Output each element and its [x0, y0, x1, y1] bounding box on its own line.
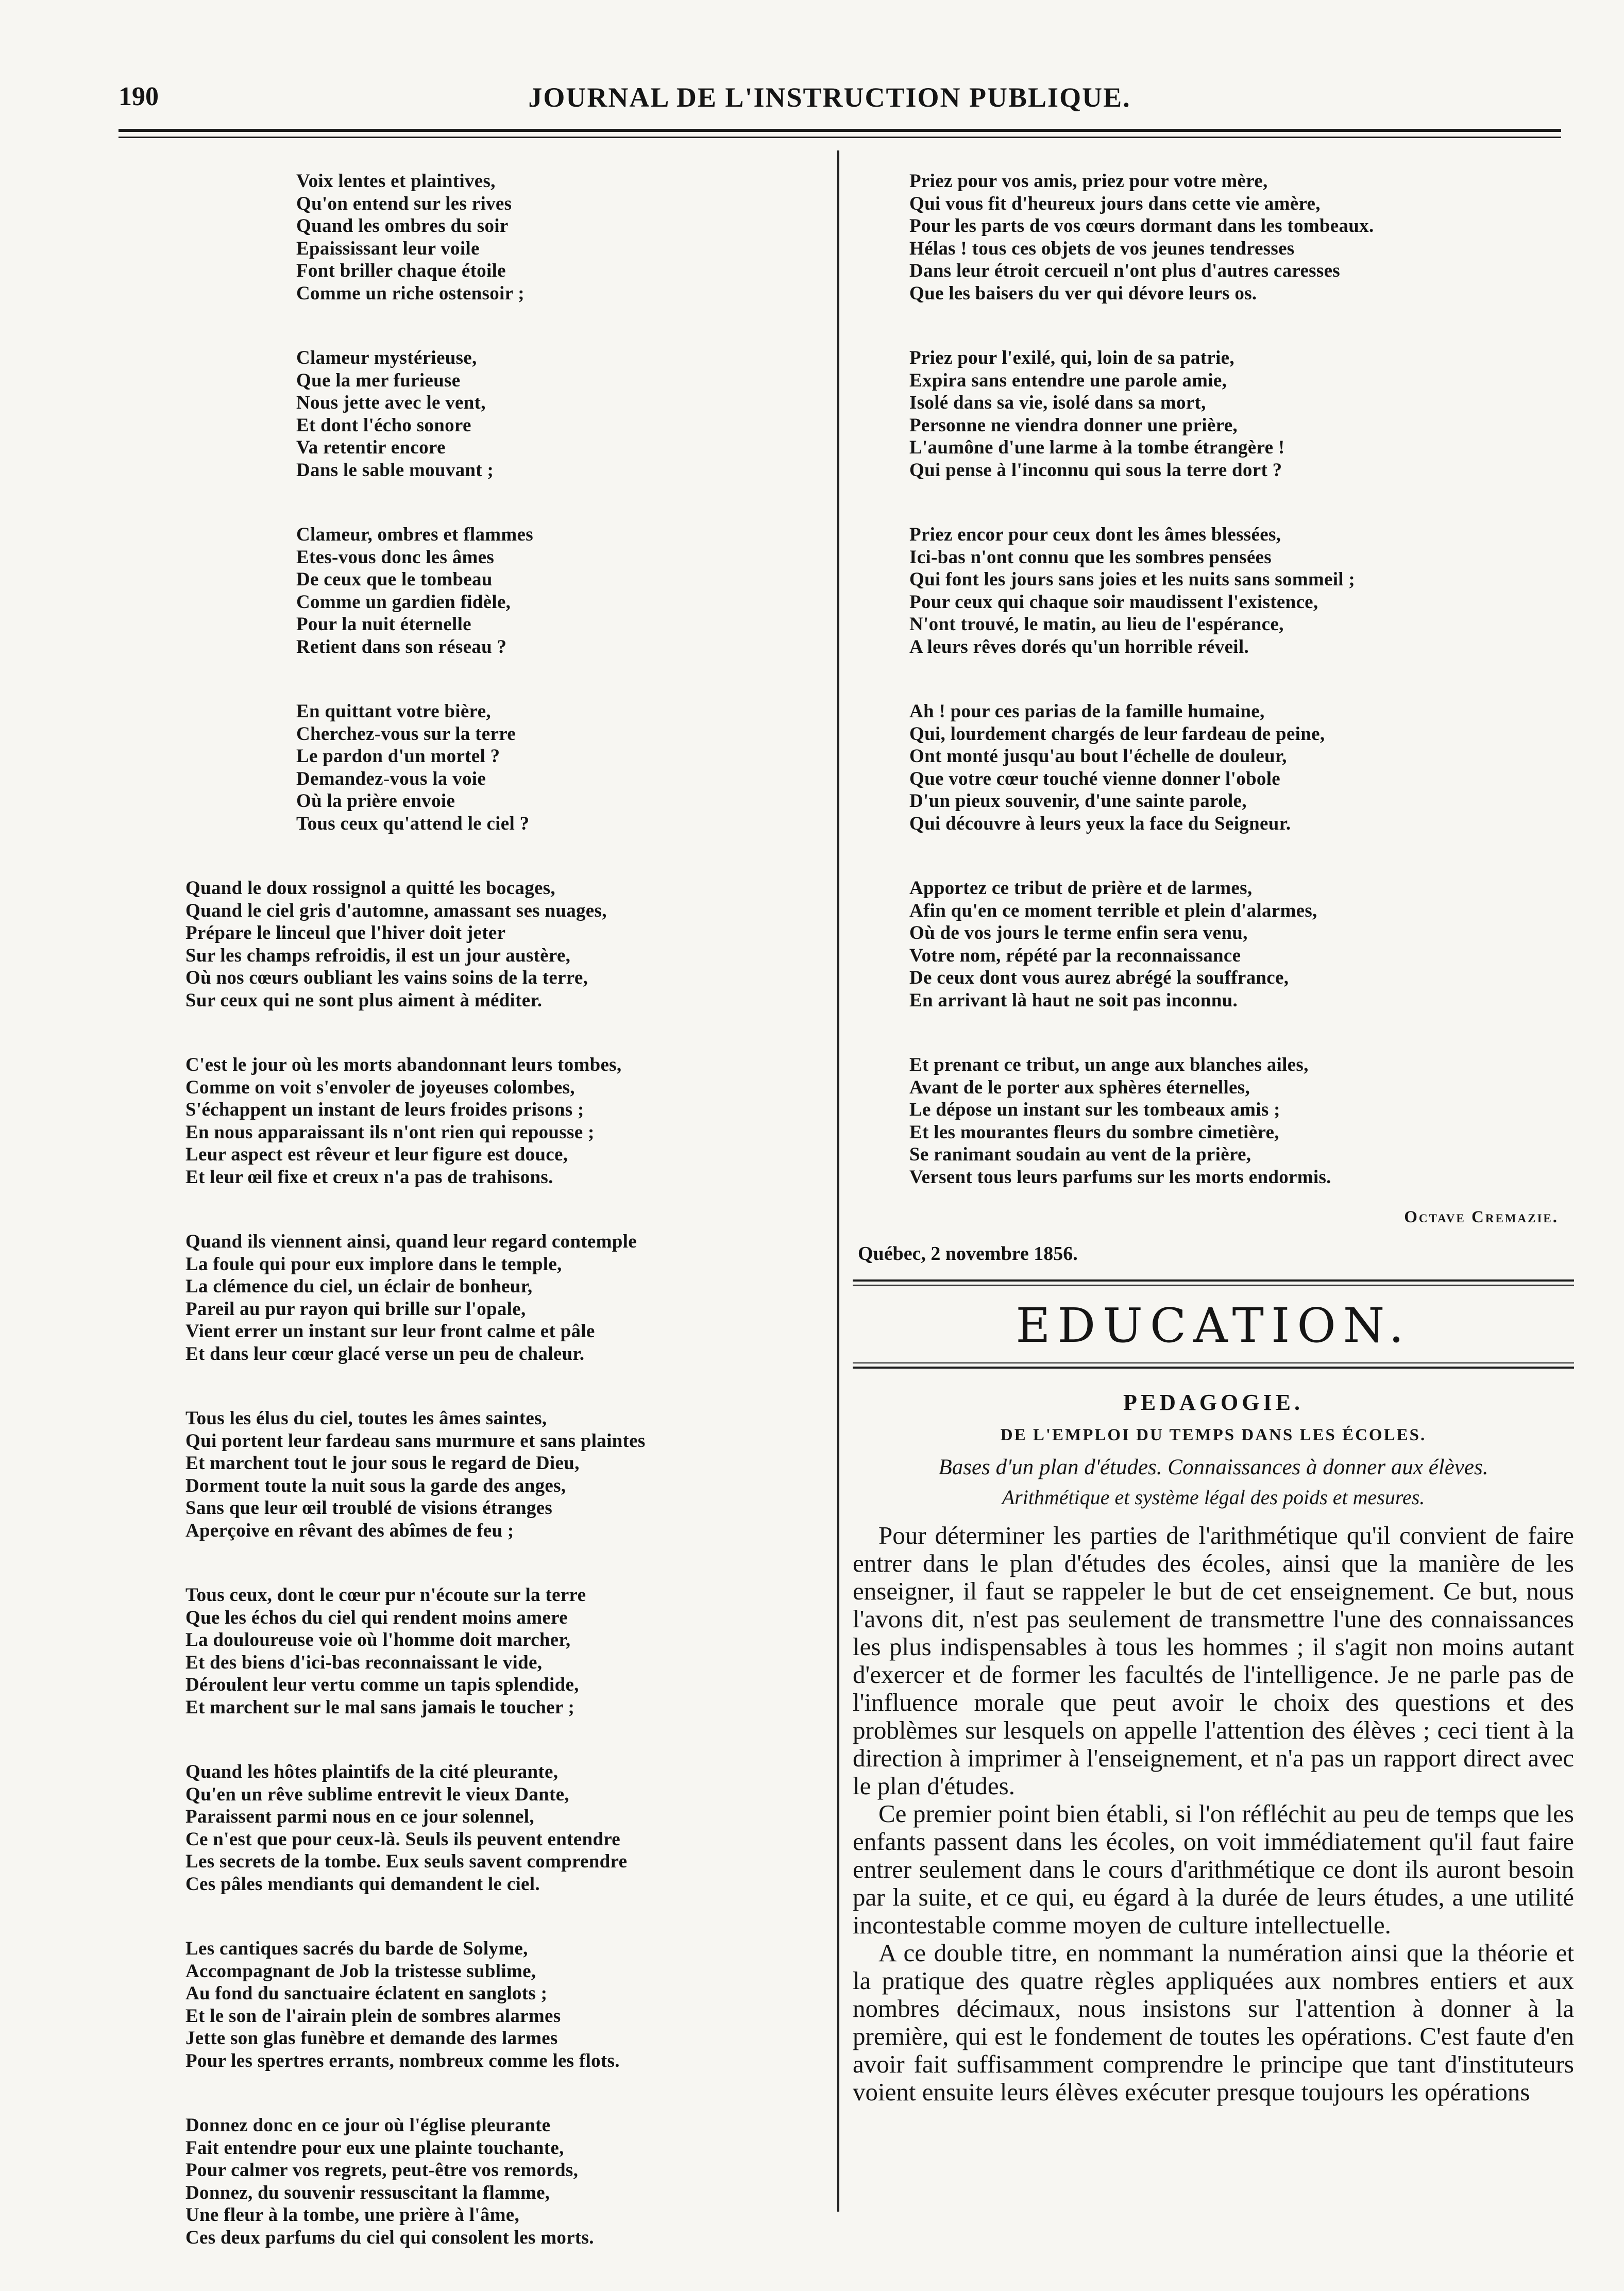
poem-line: Ici-bas n'ont connu que les sombres pensées [909, 546, 1272, 568]
poem-line: Vient errer un instant sur leur front calme et pâle [185, 1321, 595, 1342]
poem-line: N'ont trouvé, le matin, au lieu de l'espérance, [909, 614, 1284, 635]
poem-line: De ceux dont vous aurez abrégé la souffrance, [909, 967, 1289, 988]
poem-line: Que votre cœur touché vienne donner l'obole [909, 768, 1281, 789]
article-heading: DE L'EMPLOI DU TEMPS DANS LES ÉCOLES. [1000, 1426, 1427, 1444]
poem-line: Voix lentes et plaintives, [296, 171, 496, 192]
poem-line: Et des biens d'ici-bas reconnaissant le vide, [185, 1652, 543, 1673]
poem-line: Quand les ombres du soir [296, 215, 509, 237]
poem-line: Où nos cœurs oubliant les vains soins de la terre, [185, 967, 588, 988]
poem-line: Votre nom, répété par la reconnaissance [909, 945, 1241, 966]
header-rule-bottom [119, 137, 1561, 138]
poem-line: Ces pâles mendiants qui demandent le ciel. [185, 1873, 540, 1895]
poem-line: Versent tous leurs parfums sur les morts endormis. [909, 1166, 1331, 1188]
poem-line: Qui font les jours sans joies et les nuits sans sommeil ; [909, 569, 1356, 590]
running-head: JOURNAL DE L'INSTRUCTION PUBLIQUE. [528, 82, 1131, 113]
poem-line: Cherchez-vous sur la terre [296, 723, 516, 745]
page-number: 190 [119, 82, 159, 111]
article-paragraph: Ce premier point bien établi, si l'on réfléchit au peu de temps que les enfants passent dans les écoles, on voit immédiatement qu'il faut faire entrer seulement dans le cours d'arithmétique ce dont ils auront besoin par la suite, et ce qui, eu égard à la durée de leurs études, a une utilité incontestable comme moyen de culture intellectuelle. [853, 1799, 1574, 1939]
poem-line: Comme un riche ostensoir ; [296, 282, 525, 304]
poem-line: Isolé dans sa vie, isolé dans sa mort, [909, 392, 1206, 413]
poem-line: Et dans leur cœur glacé verse un peu de chaleur. [185, 1343, 585, 1365]
poem-line: Jette son glas funèbre et demande des larmes [185, 2028, 558, 2049]
italic-heading-2: Arithmétique et système légal des poids et mesures. [1002, 1486, 1425, 1509]
poem-line: Aperçoive en rêvant des abîmes de feu ; [185, 1520, 514, 1541]
poem-line: Que les échos du ciel qui rendent moins amere [185, 1607, 568, 1628]
stanza [909, 877, 1574, 1012]
poem-line: Leur aspect est rêveur et leur figure est douce, [185, 1144, 568, 1165]
poem-line: Et leur œil fixe et creux n'a pas de trahisons. [185, 1166, 553, 1188]
poem-line: Priez pour vos amis, priez pour votre mère, [909, 171, 1268, 192]
poem-line: Expira sans entendre une parole amie, [909, 369, 1227, 391]
poem-line: Les secrets de la tombe. Eux seuls savent comprendre [185, 1851, 628, 1872]
poem-line: Tous ceux qu'attend le ciel ? [296, 813, 530, 834]
poem-line: Clameur, ombres et flammes [296, 524, 533, 545]
poem-line: Où de vos jours le terme enfin sera venu, [909, 922, 1248, 944]
poem-dateline: Québec, 2 novembre 1856. [858, 1243, 1078, 1265]
poem-line: Et dont l'écho sonore [296, 414, 471, 436]
poem-line: Font briller chaque étoile [296, 260, 506, 281]
poem-line: Quand le ciel gris d'automne, amassant ses nuages, [185, 900, 607, 921]
stanza [296, 700, 793, 835]
poem-line: La clémence du ciel, un éclair de bonheur, [185, 1276, 533, 1297]
column-divider [837, 150, 839, 2212]
stanza [185, 1054, 793, 1188]
poem-line: Sans que leur œil troublé de visions étranges [185, 1497, 553, 1519]
poem-line: Les cantiques sacrés du barde de Solyme, [185, 1938, 528, 1959]
poem-line: En nous apparaissant ils n'ont rien qui repousse ; [185, 1121, 595, 1143]
poem-signature: Octave Cremazie. [1404, 1208, 1559, 1226]
stanza [909, 700, 1574, 835]
poem-line: Retient dans son réseau ? [296, 636, 507, 658]
section-title: EDUCATION. [1016, 1298, 1411, 1353]
stanza [909, 170, 1574, 305]
poem-line: Quand les hôtes plaintifs de la cité pleurante, [185, 1761, 559, 1782]
poem-line: Priez pour l'exilé, qui, loin de sa patrie, [909, 347, 1234, 368]
poem-line: Que les baisers du ver qui dévore leurs os. [909, 282, 1257, 304]
right-column [853, 170, 1574, 2106]
article-paragraph: A ce double titre, en nommant la numération ainsi que la théorie et la pratique des quatre règles appliquées aux nombres entiers et aux nombres décimaux, nous insistons sur l'attention à donner à la première, qui est le fondement de toutes les opérations. C'est faute d'en avoir fait suffisamment comprendre le principe que tant d'instituteurs voient ensuite leurs élèves exécuter presque toujours les opérations [853, 1939, 1574, 2106]
left-poem [185, 170, 793, 2249]
poem-line: Qui portent leur fardeau sans murmure et sans plaintes [185, 1430, 646, 1452]
section-rule-top-thin [853, 1285, 1574, 1286]
stanza [909, 347, 1574, 481]
poem-line: S'échappent un instant de leurs froides prisons ; [185, 1099, 584, 1120]
poem-line: Prépare le linceul que l'hiver doit jeter [185, 922, 506, 944]
poem-line: Paraissent parmi nous en ce jour solennel, [185, 1806, 534, 1827]
poem-line: Et prenant ce tribut, un ange aux blanches ailes, [909, 1054, 1309, 1075]
poem-line: Donnez, du souvenir ressuscitant la flamme, [185, 2182, 550, 2203]
poem-line: Tous ceux, dont le cœur pur n'écoute sur la terre [185, 1585, 586, 1606]
poem-line: Et marchent tout le jour sous le regard de Dieu, [185, 1453, 580, 1474]
stanza [185, 1938, 793, 2072]
poem-line: Epaississant leur voile [296, 238, 480, 259]
poem-line: Apportez ce tribut de prière et de larmes, [909, 878, 1253, 899]
poem-line: Pour les spertres errants, nombreux comme les flots. [185, 2050, 620, 2071]
poem-line: Quand le doux rossignol a quitté les bocages, [185, 878, 555, 899]
poem-line: De ceux que le tombeau [296, 569, 493, 590]
poem-line: Sur ceux qui ne sont plus aiment à méditer. [185, 989, 543, 1011]
poem-line: Comme on voit s'envoler de joyeuses colombes, [185, 1076, 575, 1098]
stanza [185, 877, 793, 1012]
poem-line: La douloureuse voie où l'homme doit marcher, [185, 1629, 571, 1650]
article-paragraph: Pour déterminer les parties de l'arithmétique qu'il convient de faire entrer dans le plan d'études des écoles, ainsi que la manière de les enseigner, il faut se rappeler le but de cet enseignement. Ce but, nous l'avons dit, n'est pas seulement de transmettre l'une des connaissances les plus indispensables à tous les hommes ; il s'agit non moins autant d'exercer et de former les facultés de l'intelligence. Je ne parle pas de l'influence morale que peut avoir le choix des questions et des problèmes sur lesquels on appelle l'attention des élèves ; ceci tient à la direction à imprimer à l'enseignement, et n'a pas un rapport direct avec le plan d'études. [853, 1521, 1574, 1800]
poem-line: Au fond du sanctuaire éclatent en sanglots ; [185, 1983, 548, 2004]
poem-line: Pour calmer vos regrets, peut-être vos remords, [185, 2160, 579, 2181]
poem-line: Va retentir encore [296, 437, 446, 458]
poem-line: Pour ceux qui chaque soir maudissent l'existence, [909, 591, 1318, 613]
poem-line: Dorment toute la nuit sous la garde des anges, [185, 1475, 566, 1496]
poem-line: Etes-vous donc les âmes [296, 546, 495, 568]
stanza [909, 1054, 1574, 1188]
section-rule-top [853, 1279, 1574, 1282]
poem-line: Fait entendre pour eux une plainte touchante, [185, 2137, 564, 2159]
poem-line: Dans le sable mouvant ; [296, 459, 494, 481]
poem-line: Demandez-vous la voie [296, 768, 486, 789]
right-poem [909, 170, 1574, 1188]
poem-line: Donnez donc en ce jour où l'église pleurante [185, 2115, 551, 2136]
poem-line: Quand ils viennent ainsi, quand leur regard contemple [185, 1231, 637, 1252]
poem-line: Qu'en un rêve sublime entrevit le vieux Dante, [185, 1783, 569, 1805]
poem-line: En arrivant là haut ne soit pas inconnu. [909, 989, 1238, 1011]
subsection-title: PEDAGOGIE. [1123, 1390, 1304, 1415]
poem-line: Et le son de l'airain plein de sombres alarmes [185, 2005, 561, 2027]
poem-line: C'est le jour où les morts abandonnant leurs tombes, [185, 1054, 622, 1075]
poem-line: Ah ! pour ces parias de la famille humaine, [909, 701, 1265, 722]
left-column [185, 170, 793, 2291]
poem-line: Nous jette avec le vent, [296, 392, 486, 413]
stanza [296, 170, 793, 305]
poem-line: Avant de le porter aux sphères éternelles, [909, 1076, 1250, 1098]
poem-line: La foule qui pour eux implore dans le temple, [185, 1253, 562, 1275]
poem-line: Ce n'est que pour ceux-là. Seuls ils peuvent entendre [185, 1828, 620, 1850]
poem-line: Dans leur étroit cercueil n'ont plus d'autres caresses [909, 260, 1340, 281]
poem-line: Qui pense à l'inconnu qui sous la terre dort ? [909, 459, 1282, 481]
stanza [185, 1584, 793, 1719]
section-rule-bottom [853, 1367, 1574, 1369]
poem-line: Sur les champs refroidis, il est un jour austère, [185, 945, 571, 966]
poem-line: Ces deux parfums du ciel qui consolent les morts. [185, 2227, 594, 2248]
poem-line: Clameur mystérieuse, [296, 347, 477, 368]
poem-line: Qu'on entend sur les rives [296, 193, 512, 214]
poem-line: Pour les parts de vos cœurs dormant dans les tombeaux. [909, 215, 1374, 237]
poem-line: Se ranimant soudain au vent de la prière, [909, 1144, 1251, 1165]
poem-line: D'un pieux souvenir, d'une sainte parole, [909, 790, 1247, 812]
poem-line: Pour la nuit éternelle [296, 614, 471, 635]
stanza [296, 347, 793, 481]
poem-line: Qui découvre à leurs yeux la face du Seigneur. [909, 813, 1291, 834]
poem-line: Afin qu'en ce moment terrible et plein d'alarmes, [909, 900, 1317, 921]
poem-line: Le pardon d'un mortel ? [296, 746, 500, 767]
poem-line: Déroulent leur vertu comme un tapis splendide, [185, 1674, 579, 1695]
header-rule-top [119, 129, 1561, 132]
poem-line: Comme un gardien fidèle, [296, 591, 511, 613]
stanza [185, 2114, 793, 2249]
poem-line: Qui, lourdement chargés de leur fardeau de peine, [909, 723, 1325, 745]
poem-line: Le dépose un instant sur les tombeaux amis ; [909, 1099, 1280, 1120]
page-header [119, 77, 1541, 119]
poem-line: Personne ne viendra donner une prière, [909, 414, 1238, 436]
poem-line: Accompagnant de Job la tristesse sublime, [185, 1960, 536, 1982]
stanza [185, 1761, 793, 1895]
poem-line: Une fleur à la tombe, une prière à l'âme, [185, 2204, 520, 2226]
poem-line: En quittant votre bière, [296, 701, 491, 722]
poem-line: Pareil au pur rayon qui brille sur l'opale, [185, 1298, 526, 1320]
stanza [185, 1231, 793, 1365]
poem-line: A leurs rêves dorés qu'un horrible réveil. [909, 636, 1249, 658]
italic-heading-1: Bases d'un plan d'études. Connaissances à donner aux élèves. [938, 1455, 1488, 1479]
poem-line: Hélas ! tous ces objets de vos jeunes tendresses [909, 238, 1295, 259]
poem-line: Tous les élus du ciel, toutes les âmes saintes, [185, 1408, 547, 1429]
poem-line: Et marchent sur le mal sans jamais le toucher ; [185, 1696, 575, 1718]
stanza [185, 1407, 793, 1542]
poem-line: Où la prière envoie [296, 790, 455, 812]
stanza [296, 524, 793, 658]
section-rule-bottom-thin [853, 1362, 1574, 1363]
article-body [853, 1522, 1574, 2106]
poem-line: L'aumône d'une larme à la tombe étrangère ! [909, 437, 1285, 458]
poem-line: Priez encor pour ceux dont les âmes blessées, [909, 524, 1281, 545]
poem-line: Qui vous fit d'heureux jours dans cette vie amère, [909, 193, 1321, 214]
stanza [909, 524, 1574, 658]
poem-line: Et les mourantes fleurs du sombre cimetière, [909, 1121, 1279, 1143]
poem-line: Que la mer furieuse [296, 369, 461, 391]
poem-line: Ont monté jusqu'au bout l'échelle de douleur, [909, 746, 1287, 767]
